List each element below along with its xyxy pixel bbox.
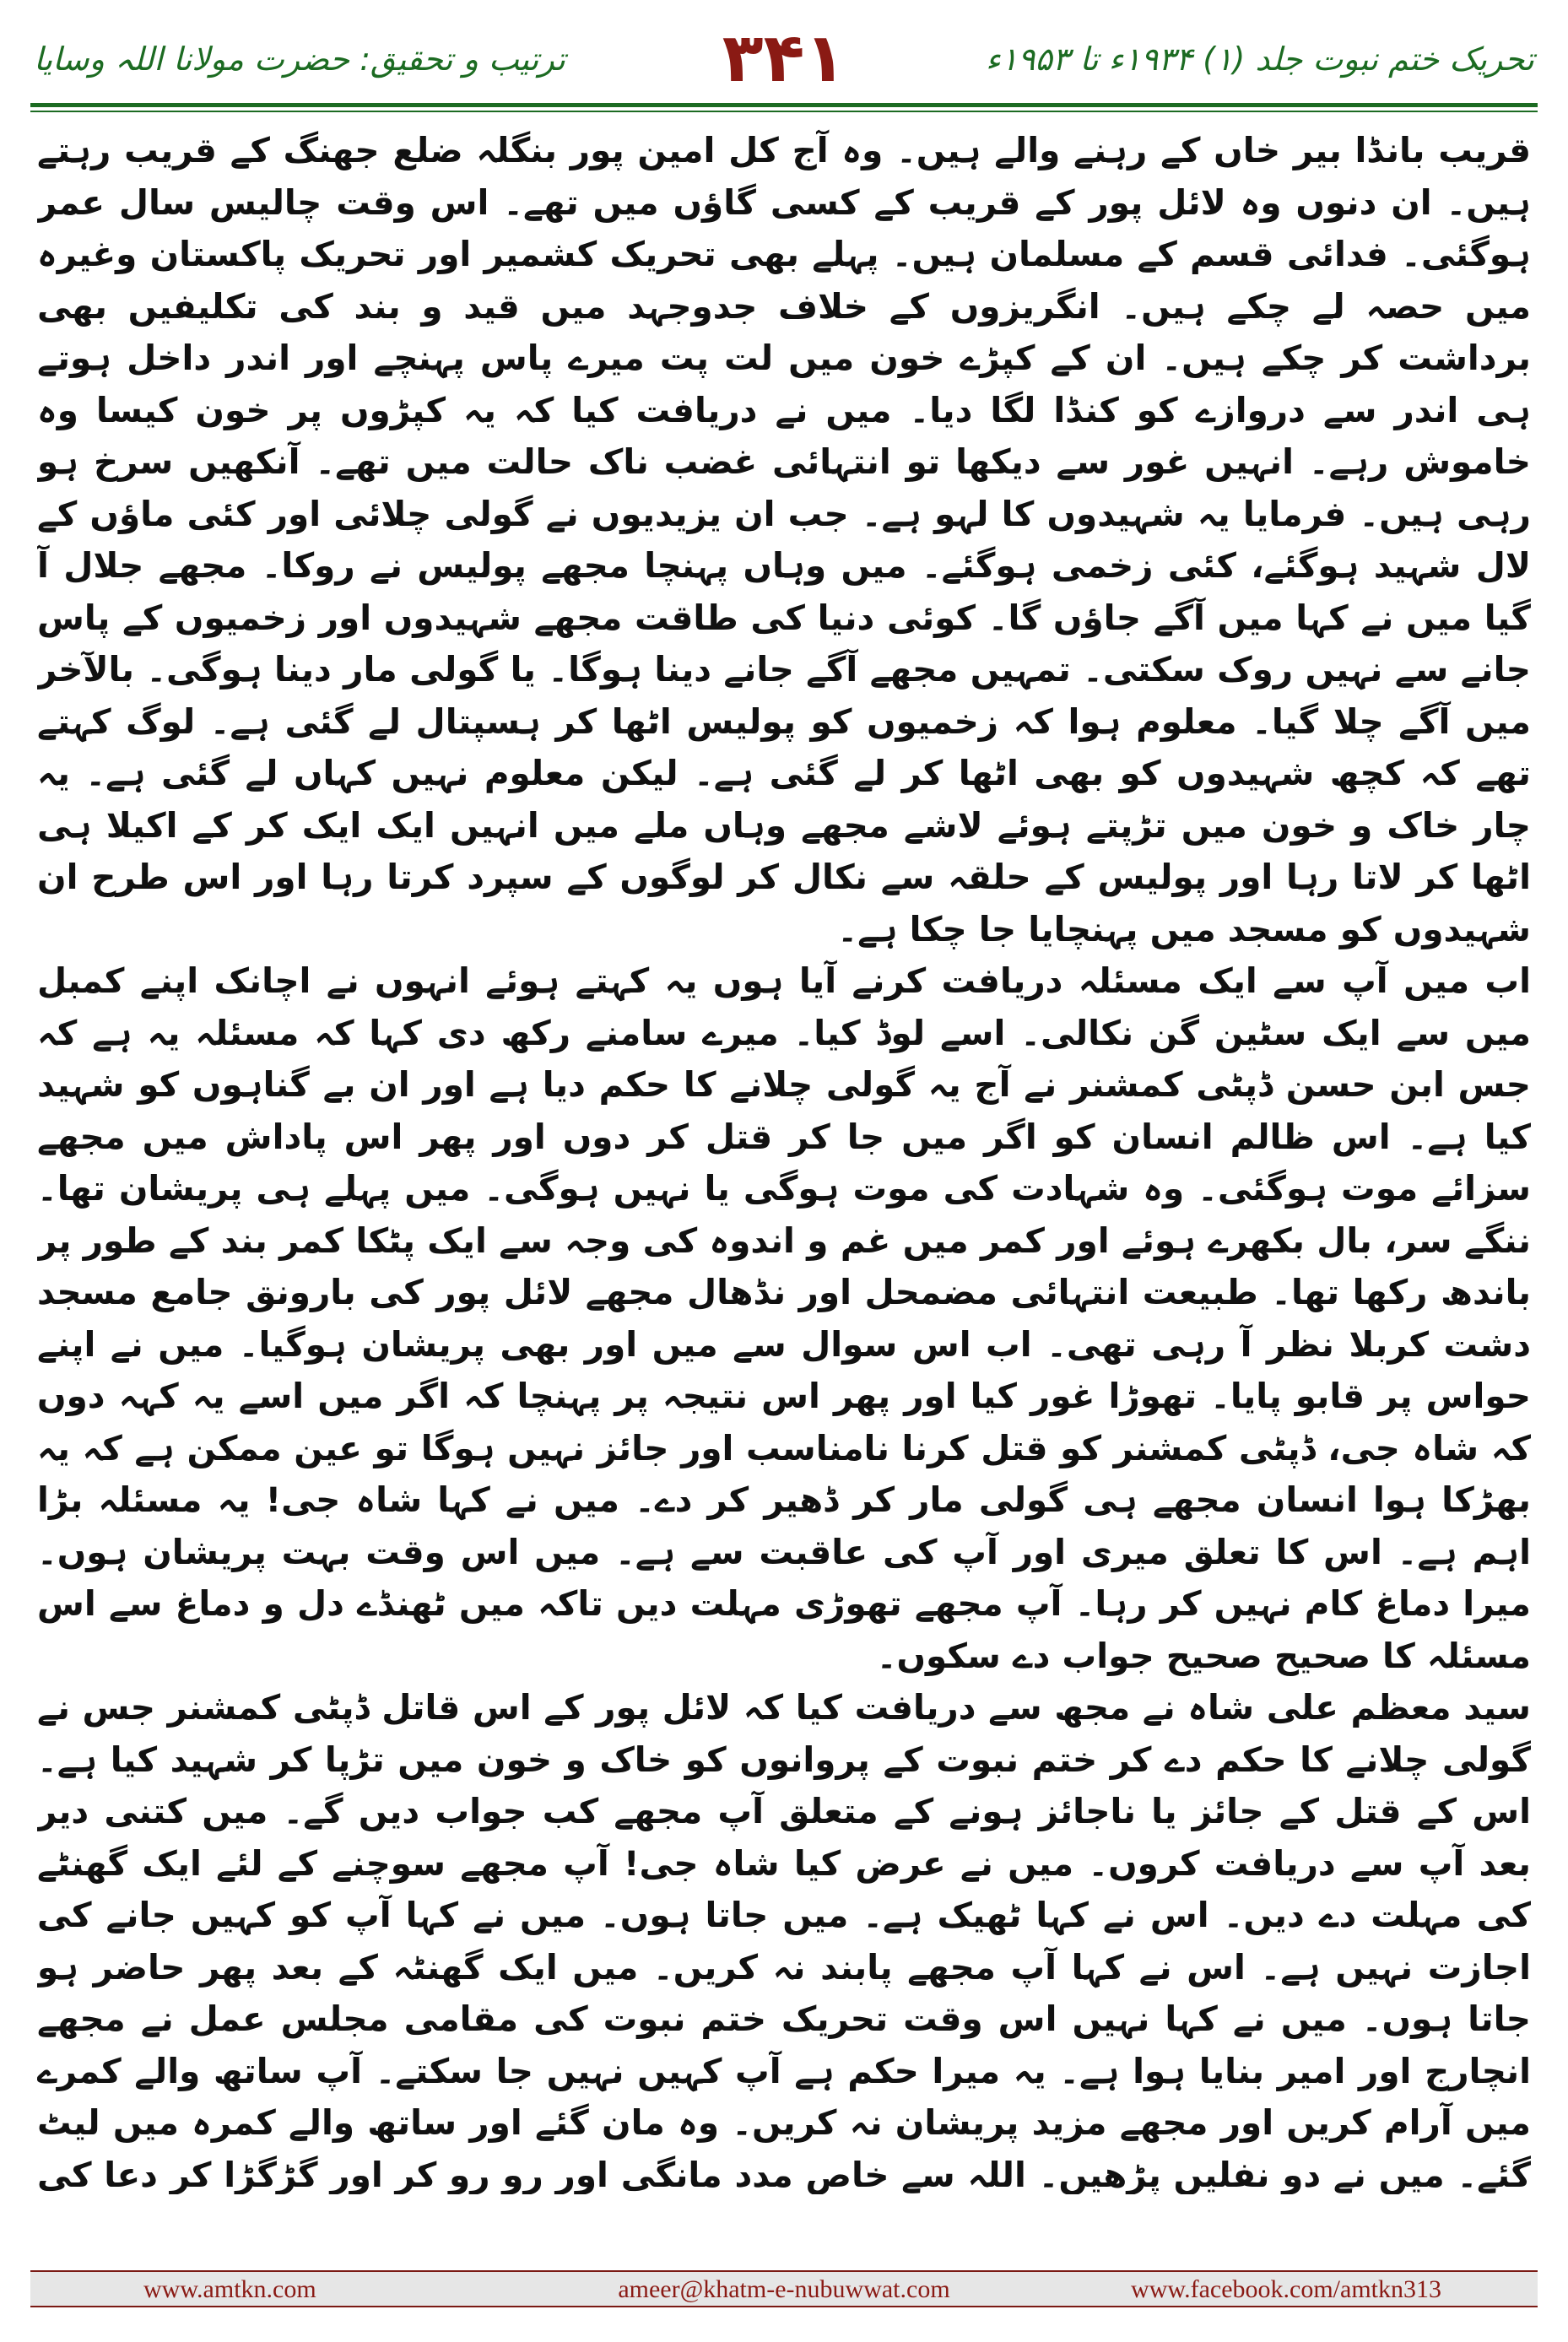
paragraph-2: اب میں آپ سے ایک مسئلہ دریافت کرنے آیا ہوں یہ کہتے ہوئے انہوں نے اچانک اپنے کمبل میں سے ایک سٹین گن نکالی۔ اسے لوڈ کیا۔ میرے سامنے رکھ دی کہا کہ مسئلہ یہ ہے کہ جس ابن حسن ڈپٹی کمشنر نے آج یہ گولی چلانے کا حکم دیا ہے اور ان بے گناہوں کو شہید کیا ہے۔ اس ظالم انسان کو اگر میں جا کر قتل کر دوں اور پھر اس پاداش میں مجھے سزائے موت ہوگئی۔ وہ شہادت کی موت ہوگی یا نہیں ہوگی۔ میں پہلے ہی پریشان تھا۔ ننگے سر، بال بکھرے ہوئے اور کمر میں غم و اندوہ کی وجہ سے ایک پٹکا کمر بند کے طور پر باندھ رکھا تھا۔ طبیعت انتہائی مضمحل اور نڈھال مجھے لائل پور کی بارونق جامع مسجد دشت کربلا نظر آ رہی تھی۔ اب اس سوال سے میں اور بھی پریشان ہوگیا۔ میں نے اپنے حواس پر قابو پایا۔ تھوڑا غور کیا اور پھر اس نتیجہ پر پہنچا کہ اگر میں اسے یہ کہہ دوں کہ شاہ جی، ڈپٹی کمشنر کو قتل کرنا نامناسب اور جائز نہیں ہوگا تو عین ممکن ہے کہ یہ بھڑکا ہوا انسان مجھے ہی گولی مار کر ڈھیر کر دے۔ میں نے کہا شاہ جی! یہ مسئلہ بڑا اہم ہے۔ اس کا تعلق میری اور آپ کی عاقبت سے ہے۔ میں اس وقت بہت پریشان ہوں۔ میرا دماغ کام نہیں کر رہا۔ آپ مجھے تھوڑی مہلت دیں تاکہ میں ٹھنڈے دل و دماغ سے اس مسئلہ کا صحیح صحیح جواب دے سکوں۔ [37,960,1531,1676]
website-link[interactable]: www.amtkn.com [143,2275,316,2303]
page-header [0,0,1568,118]
header-rule-thin [30,111,1538,112]
paragraph-1: قریب بانڈا بیر خاں کے رہنے والے ہیں۔ وہ آج کل امین پور بنگلہ ضلع جھنگ کے قریب رہتے ہیں۔ ان دنوں وہ لائل پور کے قریب کے کسی گاؤں میں تھے۔ اس وقت چالیس سال عمر ہوگئی۔ فدائی قسم کے مسلمان ہیں۔ پہلے بھی تحریک کشمیر اور تحریک پاکستان وغیرہ میں حصہ لے چکے ہیں۔ انگریزوں کے خلاف جدوجہد میں قید و بند کی تکلیفیں بھی برداشت کر چکے ہیں۔ ان کے کپڑے خون میں لت پت میرے پاس پہنچے اور اندر داخل ہوتے ہی اندر سے دروازے کو کنڈا لگا دیا۔ میں نے دریافت کیا کہ یہ کپڑوں پر خون کیسا وہ خاموش رہے۔ انہیں غور سے دیکھا تو انتہائی غضب ناک حالت میں تھے۔ آنکھیں سرخ ہو رہی ہیں۔ فرمایا یہ شہیدوں کا لہو ہے۔ جب ان یزیدیوں نے گولی چلائی اور کئی ماؤں کے لال شہید ہوگئے، کئی زخمی ہوگئے۔ میں وہاں پہنچا مجھے پولیس نے روکا۔ مجھے جلال آ گیا میں نے کہا میں آگے جاؤں گا۔ کوئی دنیا کی طاقت مجھے شہیدوں اور زخمیوں کے پاس جانے سے نہیں روک سکتی۔ تمہیں مجھے آگے جانے دینا ہوگا۔ یا گولی مار دینا ہوگی۔ بالآخر میں آگے چلا گیا۔ معلوم ہوا کہ زخمیوں کو پولیس اٹھا کر ہسپتال لے گئی ہے۔ لوگ کہتے تھے کہ کچھ شہیدوں کو بھی اٹھا کر لے گئی ہے۔ لیکن معلوم نہیں کہاں لے گئی ہے۔ یہ چار خاک و خون میں تڑپتے ہوئے لاشے مجھے وہاں ملے میں انہیں ایک ایک کر کے اکیلا ہی اٹھا کر لاتا رہا اور پولیس کے حلقہ سے نکال کر لوگوں کے سپرد کرتا رہا اور اس طرح ان شہیدوں کو مسجد میں پہنچایا جا چکا ہے۔ [37,130,1531,949]
page-footer [0,2270,1568,2321]
page-body [37,125,1531,2194]
page-number: ۳۴۱ [722,19,846,97]
paragraph-3: سید معظم علی شاہ نے مجھ سے دریافت کیا کہ لائل پور کے اس قاتل ڈپٹی کمشنر جس نے گولی چلانے کا حکم دے کر ختم نبوت کے پروانوں کو خاک و خون میں تڑپا کر شہید کیا ہے۔ اس کے قتل کے جائز یا ناجائز ہونے کے متعلق آپ مجھے کب جواب دیں گے۔ میں کتنی دیر بعد آپ سے دریافت کروں۔ میں نے عرض کیا شاہ جی! آپ مجھے سوچنے کے لئے ایک گھنٹے کی مہلت دے دیں۔ اس نے کہا ٹھیک ہے۔ میں جاتا ہوں۔ میں نے کہا آپ کو کہیں جانے کی اجازت نہیں ہے۔ اس نے کہا آپ مجھے پابند نہ کریں۔ میں ایک گھنٹہ کے بعد پھر حاضر ہو جاتا ہوں۔ میں نے کہا نہیں اس وقت تحریک ختم نبوت کی مقامی مجلس عمل نے مجھے انچارج اور امیر بنایا ہوا ہے۔ یہ میرا حکم ہے آپ کہیں نہیں جا سکتے۔ آپ ساتھ والے کمرے میں آرام کریں اور مجھے مزید پریشان نہ کریں۔ وہ مان گئے اور ساتھ والے کمرہ میں لیٹ گئے۔ میں نے دو نفلیں پڑھیں۔ اللہ سے خاص مدد مانگی اور رو رو کر اور گڑگڑا کر دعا کی [37,1687,1531,2194]
email-link[interactable]: ameer@khatm-e-nubuwwat.com [618,2275,950,2303]
facebook-link[interactable]: www.facebook.com/amtkn313 [1131,2275,1441,2303]
header-rule-thick [30,103,1538,107]
compiler-credit: ترتیب و تحقیق: حضرت مولانا اللہ وسایا [34,41,565,78]
book-title: تحریک ختم نبوت جلد (۱) ۱۹۳۴ء تا ۱۹۵۳ء [985,41,1534,78]
